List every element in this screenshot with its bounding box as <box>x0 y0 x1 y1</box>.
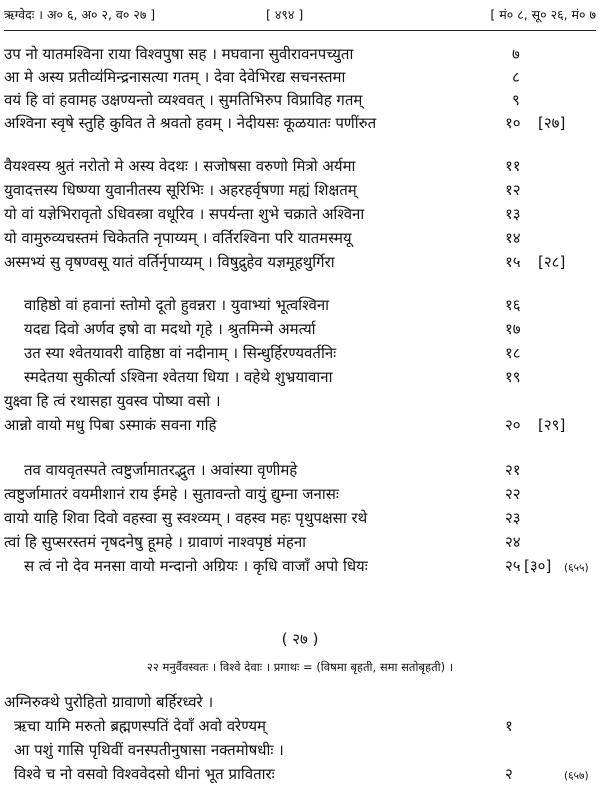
verse-text: अस्मभ्यं सु वृषण्वसू यातं वर्तिर्नृपाय्यम् । विषुद्रुहेव यज्ञमूहथुर्गिरा <box>4 253 335 271</box>
group-number: [२९] <box>538 416 566 434</box>
verse-text: स त्वं नो देव मनसा वायो मन्दानो अग्रियः । कृधि वाजाँ अपो धियः <box>24 557 368 575</box>
verse-line <box>0 88 600 112</box>
verse-number: १८ <box>505 344 521 362</box>
verse-line <box>0 65 600 89</box>
verse-number: ९ <box>512 91 520 109</box>
verse-text: उत स्या श्वेतयावरी वाहिष्ठा वां नदीनाम् । सिन्धुर्हिरण्यवर्तनिः <box>24 344 337 362</box>
verse-text: त्वष्टुर्जामातरं वयमीशानं राय ईमहे । सुतावन्तो वायुं द्युम्ना जनासः <box>4 485 339 503</box>
verse-text: त्वां हि सुप्सरस्तमं नृषदनेषु हूमहे । ग्रावाणं नाश्वपृष्ठं मंहना <box>4 533 307 551</box>
verse-line <box>0 226 600 250</box>
verse-text: विश्वे च नो वसवो विश्ववेदसो धीनां भूत प्रावितारः <box>14 765 275 783</box>
verse-line <box>0 154 600 178</box>
verse-number: १० <box>505 114 521 132</box>
side-note: (६५७) <box>564 770 589 782</box>
verse-text: तव वायवृतस्पते त्वष्टुर्जामातरद्भुत । अवांस्या वृणीमहे <box>24 461 298 479</box>
verse-line <box>0 365 600 389</box>
verse-text: यो वां यज्ञेभिरावृतो ऽधिवस्त्रा वधूरिव । सपर्यन्ता शुभे चक्राते अश्विना <box>4 205 365 223</box>
header-rule <box>4 30 596 31</box>
verse-text: युवादत्तस्य धिष्ण्या युवानीतस्य सूरिभिः । अहरहर्वृषणा मह्यं शिक्षतम् <box>4 181 357 199</box>
verse-line <box>0 690 600 714</box>
verse-number: २४ <box>505 533 521 551</box>
section-number: ( २७ ) <box>281 630 319 648</box>
verse-text: वयं हि वां हवामह उक्षण्यन्तो व्यश्ववत् । सुमतिभिरुप विप्राविह गतम् <box>4 91 363 109</box>
verse-line <box>0 738 600 762</box>
verse-number: ७ <box>512 45 520 63</box>
side-note: (६५५) <box>564 562 589 574</box>
verse-text: उप नो यातमश्विना राया विश्वपुषा सह । मघवाना सुवीरावनपच्युता <box>4 45 354 63</box>
verse-text: यदद्य दिवो अर्णव इषो वा मदथो गृहे । श्रुतमिन्मे अमर्त्या <box>24 320 316 338</box>
verse-line <box>0 762 600 786</box>
verse-line <box>0 389 600 413</box>
verse-text: स्मदेतया सुकीर्त्या ऽश्विना श्वेतया धिया । वहेथे शुभ्रयावाना <box>24 368 333 386</box>
verse-number: २१ <box>505 461 521 479</box>
verse-line <box>0 530 600 554</box>
verse-number: २३ <box>505 509 521 527</box>
verse-text: अश्विना स्वृषे स्तुहि कुवित ते श्रवतो हवम् । नेदीयसः कूळयातः पणींरुत <box>4 114 377 132</box>
verse-number: १४ <box>505 229 521 247</box>
verse-number: १५ <box>505 253 521 271</box>
verse-text: आ पशुं गासि पृथिवीं वनस्पतीनुषासा नक्तमोषधीः । <box>14 741 284 759</box>
verse-line <box>0 42 600 66</box>
verse-text: आन्नो वायो मधु पिबा ऽस्माकं सवना गहि <box>4 416 217 434</box>
verse-text: युक्ष्वा हि त्वं रथासहा युवस्व पोष्या वसो । <box>4 392 221 410</box>
verse-line <box>0 554 600 578</box>
verse-number: १३ <box>505 205 521 223</box>
header-left-reference: ऋग्वेदः । अ० ६, अ० २, व० २७ ] <box>4 7 156 22</box>
verse-line <box>0 714 600 738</box>
verse-number: ८ <box>512 68 520 86</box>
verse-line <box>0 202 600 226</box>
verse-number: १६ <box>505 296 521 314</box>
verse-text: वैयश्वस्य श्रुतं नरोतो मे अस्य वेदथः । सजोषसा वरुणो मित्रो अर्यमा <box>4 157 356 175</box>
verse-line <box>0 482 600 506</box>
verse-number: १ <box>505 717 513 735</box>
verse-number: १७ <box>505 320 521 338</box>
page-header <box>4 2 596 28</box>
verse-line <box>0 506 600 530</box>
verse-number: २५ <box>505 557 521 575</box>
verse-line <box>0 293 600 317</box>
verse-line <box>0 341 600 365</box>
verse-number: २२ <box>505 485 521 503</box>
section-meta: २२ मनुर्वैवस्वतः । विश्वे देवाः । प्रगाथः = (विषमा बृहती, समा सतोबृहती) । <box>146 660 454 674</box>
verse-line <box>0 458 600 482</box>
verse-number: १९ <box>505 368 521 386</box>
verse-text: अग्निरुक्थे पुरोहितो ग्रावाणो बर्हिरध्वरे । <box>4 693 214 711</box>
verse-text: यो वामुरुव्यचस्तमं चिकेतति नृपाय्यम् । वर्तिरश्विना परि यातमस्मयू <box>4 229 352 247</box>
verse-text: वायो याहि शिवा दिवो वहस्वा सु स्वश्व्यम् । वहस्व महः पृथुपक्षसा रथे <box>4 509 368 527</box>
verse-line <box>0 413 600 437</box>
verse-number: १२ <box>505 181 521 199</box>
verse-line <box>0 317 600 341</box>
group-number: [२८] <box>538 253 566 271</box>
verse-text: ऋचा यामि मरुतो ब्रह्मणस्पतिं देवाँ अवो वरेण्यम् <box>14 717 266 735</box>
verse-line <box>0 111 600 135</box>
verse-text: वाहिष्ठो वां हवानां स्तोमो दूतो हुवन्नरा । युवाभ्यां भूत्वश्विना <box>24 296 330 314</box>
header-right-reference: [ मं० ८, सू० २६, मं० ७ <box>490 7 596 22</box>
verse-number: २० <box>505 416 521 434</box>
verse-line <box>0 178 600 202</box>
header-page-number: [ ४९४ ] <box>266 7 304 22</box>
verse-text: आ मे अस्य प्रतीव्य॑मिन्द्रनासत्या गतम् । देवा देवेभिरद्य सचनस्तमा <box>4 68 346 86</box>
group-number: [३०] <box>524 557 552 575</box>
verse-line <box>0 250 600 274</box>
verse-number: २ <box>505 765 513 783</box>
verse-number: ११ <box>505 157 521 175</box>
group-number: [२७] <box>538 114 566 132</box>
